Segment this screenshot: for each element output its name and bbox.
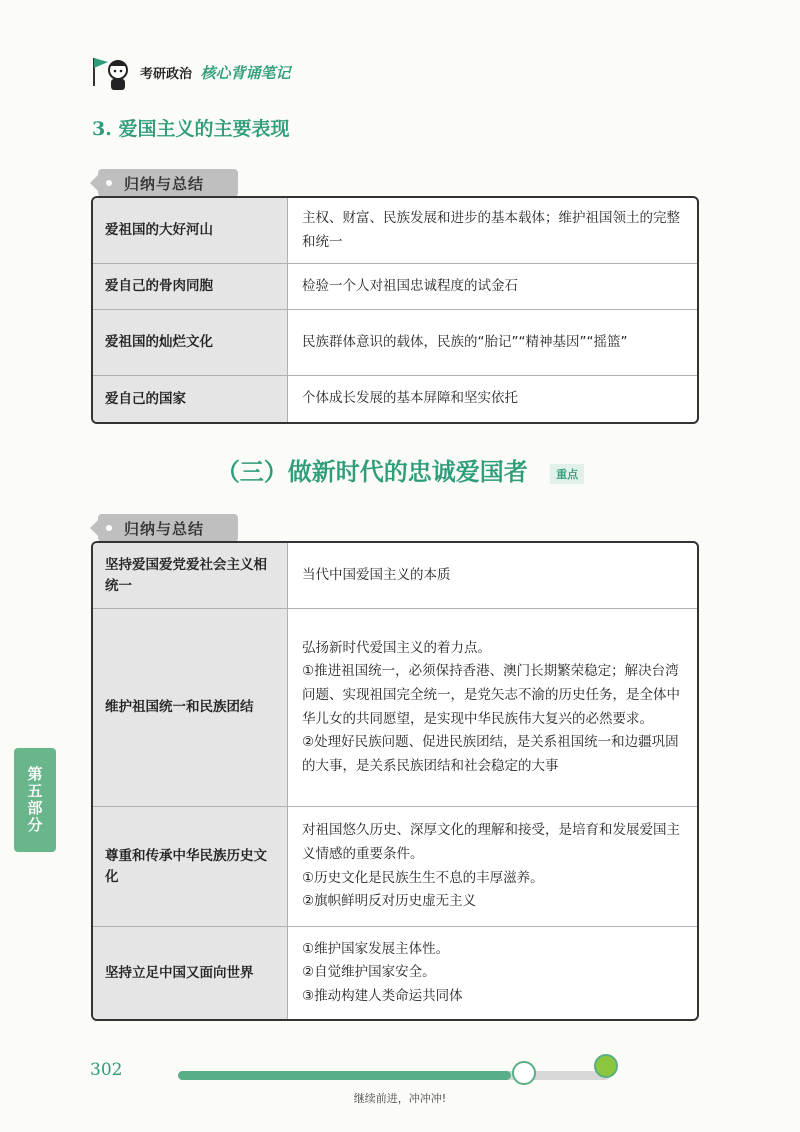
- summary-tag-label: 归纳与总结: [124, 519, 205, 538]
- header-series: 核心背诵笔记: [200, 63, 291, 82]
- row-value: [288, 310, 697, 376]
- tag-dot-icon: [106, 525, 112, 531]
- summary-tag-label: 归纳与总结: [124, 174, 205, 193]
- row-value: [288, 609, 697, 807]
- table-row: [93, 264, 697, 310]
- value-line: 主权、财富、民族发展和进步的基本载体；维护祖国领土的完整和统一: [302, 209, 680, 250]
- table-row: [93, 198, 697, 264]
- value-line: ①推进祖国统一，必须保持香港、澳门长期繁荣稳定；解决台湾问题、实现祖国完全统一，是党矢志不渝的历史任务，是全体中华儿女的共同愿望，是实现中华民族伟大复兴的必然要求。: [302, 663, 680, 727]
- table-row: [93, 609, 697, 807]
- value-line: ①维护国家发展主体性。: [302, 940, 450, 957]
- row-value: [288, 264, 697, 310]
- value-line: 检验一个人对祖国忠诚程度的试金石: [302, 277, 518, 294]
- table-row: [93, 807, 697, 927]
- row-key: 爱自己的国家: [93, 376, 288, 422]
- table-row: [93, 376, 697, 422]
- progress-mascot-icon: [512, 1061, 536, 1085]
- tag-dot-icon: [106, 180, 112, 186]
- row-key: 维护祖国统一和民族团结: [93, 609, 288, 807]
- row-key: 坚持爱国爱党爱社会主义相统一: [93, 543, 288, 609]
- value-line: 民族群体意识的载体，民族的“胎记”“精神基因”“摇篮”: [302, 333, 628, 350]
- row-value: [288, 543, 697, 609]
- page-number: 302: [90, 1060, 123, 1080]
- value-line: 当代中国爱国主义的本质: [302, 566, 451, 583]
- value-line: ②处理好民族问题、促进民族团结，是关系祖国统一和边疆巩固的大事，是关系民族团结和社会稳定的大事: [302, 734, 679, 774]
- table-row: [93, 310, 697, 376]
- table-row: [93, 543, 697, 609]
- row-key: 爱祖国的灿烂文化: [93, 310, 288, 376]
- header-book: 考研政治: [140, 66, 193, 82]
- value-line: 对祖国悠久历史、深厚文化的理解和接受，是培育和发展爱国主义情感的重要条件。: [302, 822, 680, 862]
- row-key: 尊重和传承中华民族历史文化: [93, 807, 288, 927]
- key-point-badge: 重点: [550, 464, 584, 484]
- section-title: 3. 爱国主义的主要表现: [92, 118, 290, 140]
- value-line: ①历史文化是民族生生不息的丰厚滋养。: [302, 869, 544, 886]
- row-value: [288, 198, 697, 264]
- summary-table-2: [91, 541, 699, 1021]
- progress-bar: [178, 1071, 610, 1080]
- part-side-tab[interactable]: 第五部分: [14, 748, 56, 852]
- part-title-text: （三）做新时代的忠诚爱国者: [215, 457, 528, 486]
- row-value: [288, 807, 697, 927]
- summary-table-1: [91, 196, 699, 424]
- value-line: ③推动构建人类命运共同体: [302, 987, 463, 1004]
- value-line: ②旗帜鲜明反对历史虚无主义: [302, 893, 477, 910]
- running-header: [90, 52, 291, 92]
- value-line: 弘扬新时代爱国主义的着力点。: [302, 639, 491, 656]
- row-value: [288, 376, 697, 422]
- part-title: [0, 452, 800, 487]
- value-line: 个体成长发展的基本屏障和坚实依托: [302, 390, 518, 407]
- row-key: 爱自己的骨肉同胞: [93, 264, 288, 310]
- summary-tag: [98, 514, 238, 542]
- table-row: [93, 927, 697, 1019]
- footer-slogan: 继续前进，冲冲冲!: [353, 1092, 447, 1105]
- summary-tag: [98, 169, 238, 197]
- progress-fill: [178, 1071, 511, 1080]
- value-line: ②自觉维护国家安全。: [302, 964, 436, 981]
- student-mascot-icon: [90, 52, 134, 92]
- progress-goal-icon: [594, 1054, 618, 1078]
- row-value: [288, 927, 697, 1019]
- row-key: 坚持立足中国又面向世界: [93, 927, 288, 1019]
- row-key: 爱祖国的大好河山: [93, 198, 288, 264]
